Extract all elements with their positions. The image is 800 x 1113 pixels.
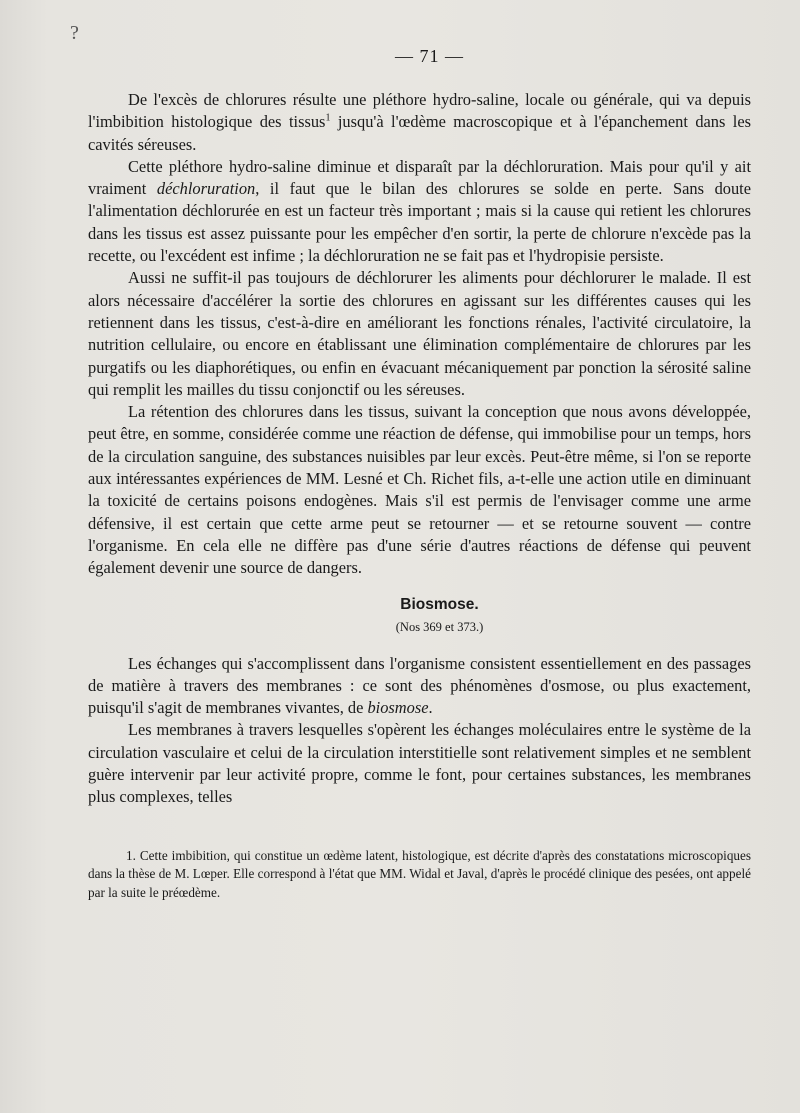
paragraph-1-text: De l'excès de chlorures résulte une pléthore hydro-saline, locale ou générale, qui va depuis l'imbibition histologique des tissus <box>88 90 751 132</box>
section-reference: (Nos 369 et 373.) <box>395 619 484 634</box>
paragraph-6: Les membranes à travers lesquelles s'opèrent les échanges moléculaires entre le système de la circulation vasculaire et celui de la circulation interstitielle sont relativement simples et ne semblent guère intervenir par leur activité propre, comme le font, pour certaines substances, les membranes plus complexes, telles <box>88 720 751 807</box>
footnote-text: Cette imbibition, qui constitue un œdème latent, histologique, est décrite d'après des constatations microscopiques dans la thèse de M. Lœper. Elle correspond à l'état que MM. Widal et Javal, d'après le procédé clinique des pesées, ont appelé par la suite le préœdème. <box>88 847 751 900</box>
paragraph-5 <box>88 653 751 720</box>
paragraph-5-text: Les échanges qui s'accomplissent dans l'organisme consistent essentiellement en des passages de matière à travers des membranes : ce sont des phénomènes d'osmose, ou plus exactement, puisqu'il s'agit de membranes vivantes, de <box>88 653 751 718</box>
paragraph-2 <box>88 156 751 267</box>
paragraph-1-text-end: jusqu'à l'œdème macroscopique et à l'épanchement dans les cavités séreuses. <box>88 112 752 154</box>
paragraph-4: La rétention des chlorures dans les tissus, suivant la conception que nous avons développée, peut être, en somme, considérée comme une réaction de défense, qui immobilise pour un temps, hors de la circulation sanguine, des substances nuisibles par leur excès. Peut-être même, si l'on se reporte aux intéressantes expériences de MM. Lesné et Ch. Richet fils, a-t-elle une action utile en diminuant la toxicité de certains poisons endogènes. Mais s'il est permis de l'envisager comme une arme défensive, il est certain que cette arme peut se retourner — et se retourne souvent — contre l'organisme. En cela elle ne diffère pas d'une série d'autres réactions de défense qui peuvent également devenir une source de dangers. <box>88 402 751 578</box>
emphasis-dechloruration: déchloruration <box>156 179 256 199</box>
paragraph-3: Aussi ne suffit-il pas toujours de déchlorurer les aliments pour déchlorurer le malade. Il est alors nécessaire d'accélérer la sortie des chlorures en agissant sur les différentes causes qui les retiennent dans les tissus, c'est-à-dire en améliorant les fonctions rénales, l'activité circulatoire, la nutrition cellulaire, ou encore en établissant une élimination complémentaire de chlorures par les purgatifs ou les diaphorétiques, ou enfin en évacuant mécaniquement par ponction la sérosité saline qui remplit les mailles du tissu conjonctif ou les séreuses. <box>88 268 751 399</box>
page-number: — 71 — <box>395 46 464 66</box>
section-title: Biosmose. <box>400 595 479 613</box>
paragraph-2-text: Cette pléthore hydro-saline diminue et disparaît par la déchloruration. Mais pour qu'il y ait vraiment <box>88 156 751 199</box>
footnote-ref: 1 <box>325 112 331 124</box>
margin-mark: ? <box>70 22 79 44</box>
paragraph-1 <box>88 89 751 156</box>
footnote-number: 1. <box>126 847 136 863</box>
emphasis-biosmose: biosmose <box>367 698 429 718</box>
footnote <box>88 847 751 903</box>
paragraph-2-text-end: , il faut que le bilan des chlorures se solde en perte. Sans doute l'alimentation déchlorurée en est un facteur très important ; mais si la cause qui retient les chlorures dans les tissus est assez puissante pour les empêcher d'en sortir, la perte de chlorure n'excède pas la recette, ou l'excédent est infime ; la déchloruration ne se fait pas et l'hydropisie persiste. <box>88 179 751 266</box>
paragraph-5-text-end: . <box>428 698 433 718</box>
